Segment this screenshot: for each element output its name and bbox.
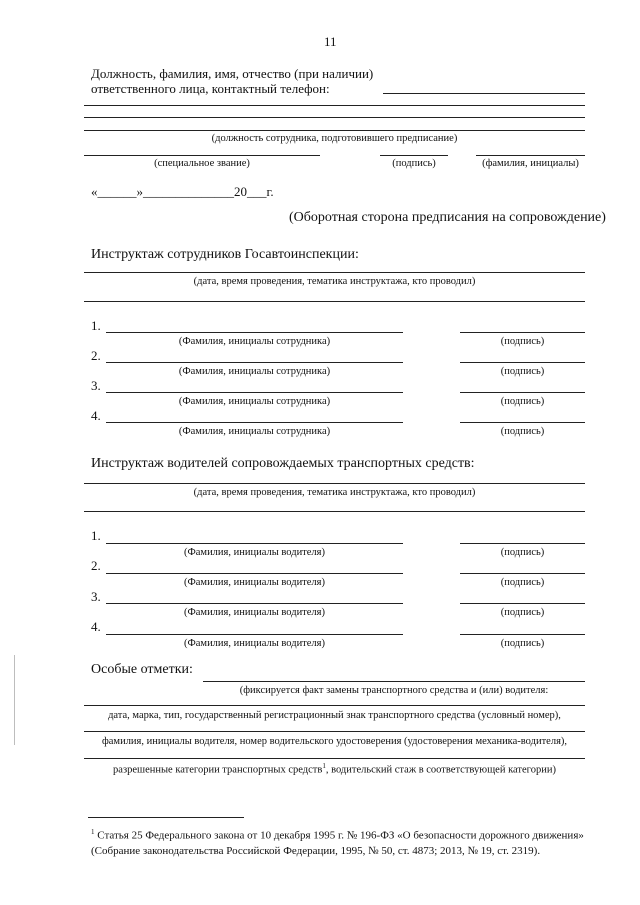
driver-signature-caption: (подпись) — [500, 547, 545, 558]
officer-signature-field[interactable] — [460, 422, 585, 423]
driver-name-field[interactable] — [106, 543, 403, 544]
special-notes-caption-4-part2: , водительский стаж в соответствующей категории) — [325, 764, 556, 776]
officer-name-caption: (Фамилия, инициалы сотрудника) — [178, 396, 331, 407]
date-line[interactable]: «______»______________20___г. — [91, 184, 274, 199]
driver-name-caption: (Фамилия, инициалы водителя) — [183, 607, 326, 618]
drivers-section-heading: Инструктаж водителей сопровождаемых транспортных средств: — [91, 456, 475, 471]
special-notes-caption-3: фамилия, инициалы водителя, номер водительского удостоверения (удостоверения механика-водителя), — [101, 736, 568, 747]
scan-artifact — [14, 655, 15, 745]
driver-signature-field[interactable] — [460, 543, 585, 544]
responsible-person-label-line1: Должность, фамилия, имя, отчество (при наличии) — [91, 66, 374, 81]
driver-signature-field[interactable] — [460, 634, 585, 635]
officer-name-caption: (Фамилия, инициалы сотрудника) — [178, 366, 331, 377]
officers-date-field-line2[interactable] — [84, 301, 585, 302]
officer-name-caption: (Фамилия, инициалы сотрудника) — [178, 336, 331, 347]
officer-signature-caption: (подпись) — [500, 396, 545, 407]
officer-signature-field[interactable] — [460, 332, 585, 333]
driver-name-caption: (Фамилия, инициалы водителя) — [183, 547, 326, 558]
special-notes-caption-1: (фиксируется факт замены транспортного средства и (или) водителя: — [239, 685, 549, 696]
special-notes-field-line4[interactable] — [84, 758, 585, 759]
special-notes-field-line2[interactable] — [84, 705, 585, 706]
name-caption: (фамилия, инициалы) — [482, 158, 579, 169]
officer-signature-caption: (подпись) — [500, 336, 545, 347]
position-field[interactable] — [84, 130, 585, 131]
footnote-separator — [88, 817, 244, 818]
responsible-person-field-line3[interactable] — [84, 117, 585, 118]
special-notes-caption-4-part1: разрешенные категории транспортных средств — [113, 764, 323, 776]
driver-signature-caption: (подпись) — [500, 638, 545, 649]
footnote-reference[interactable]: 1 — [322, 762, 326, 770]
special-notes-caption-2: дата, марка, тип, государственный регистрационный знак транспортного средства (условный номер), — [108, 710, 561, 721]
reverse-side-title: (Оборотная сторона предписания на сопровождение) — [289, 210, 606, 225]
footnote-text: Статья 25 Федерального закона от 10 декабря 1995 г. № 196-ФЗ «О безопасности дорожного движения» (Собрание законодательства Российской Федерации, 1995, № 50, ст. 4873; 2013, № 19, ст. 2319). — [91, 829, 584, 857]
officer-row-number: 1. — [91, 318, 101, 333]
special-notes-heading: Особые отметки: — [91, 662, 193, 677]
driver-row-number: 3. — [91, 589, 101, 604]
officer-name-field[interactable] — [106, 332, 403, 333]
rank-field[interactable] — [84, 155, 320, 156]
footnote — [91, 825, 611, 859]
officer-signature-caption: (подпись) — [500, 366, 545, 377]
responsible-person-label-line2: ответственного лица, контактный телефон: — [91, 81, 330, 96]
position-caption: (должность сотрудника, подготовившего предписание) — [211, 133, 458, 144]
signature-field[interactable] — [380, 155, 448, 156]
driver-signature-field[interactable] — [460, 603, 585, 604]
driver-name-field[interactable] — [106, 634, 403, 635]
officers-date-caption: (дата, время проведения, тематика инструктажа, кто проводил) — [193, 276, 476, 287]
officer-signature-caption: (подпись) — [500, 426, 545, 437]
officer-name-field[interactable] — [106, 422, 403, 423]
driver-signature-caption: (подпись) — [500, 577, 545, 588]
page-number: 11 — [324, 34, 337, 49]
rank-caption: (специальное звание) — [154, 158, 250, 169]
special-notes-caption-4 — [84, 762, 585, 776]
officer-row-number: 4. — [91, 408, 101, 423]
drivers-date-field-line2[interactable] — [84, 511, 585, 512]
officer-name-field[interactable] — [106, 362, 403, 363]
driver-row-number: 2. — [91, 558, 101, 573]
drivers-date-caption: (дата, время проведения, тематика инструктажа, кто проводил) — [193, 487, 476, 498]
footnote-body — [91, 825, 611, 859]
special-notes-field[interactable] — [203, 681, 585, 682]
officer-row-number: 3. — [91, 378, 101, 393]
officers-date-field[interactable] — [84, 272, 585, 273]
driver-name-caption: (Фамилия, инициалы водителя) — [183, 638, 326, 649]
officer-name-field[interactable] — [106, 392, 403, 393]
driver-name-caption: (Фамилия, инициалы водителя) — [183, 577, 326, 588]
driver-row-number: 4. — [91, 619, 101, 634]
special-notes-field-line3[interactable] — [84, 731, 585, 732]
officer-name-caption: (Фамилия, инициалы сотрудника) — [178, 426, 331, 437]
responsible-person-field-line2[interactable] — [84, 105, 585, 106]
name-field[interactable] — [476, 155, 585, 156]
officers-section-heading: Инструктаж сотрудников Госавтоинспекции: — [91, 247, 359, 262]
driver-row-number: 1. — [91, 528, 101, 543]
officer-signature-field[interactable] — [460, 362, 585, 363]
officer-signature-field[interactable] — [460, 392, 585, 393]
signature-caption: (подпись) — [392, 158, 436, 169]
driver-signature-field[interactable] — [460, 573, 585, 574]
driver-name-field[interactable] — [106, 603, 403, 604]
driver-name-field[interactable] — [106, 573, 403, 574]
responsible-person-field[interactable] — [383, 93, 585, 94]
drivers-date-field[interactable] — [84, 483, 585, 484]
officer-row-number: 2. — [91, 348, 101, 363]
footnote-marker: 1 — [91, 828, 95, 836]
driver-signature-caption: (подпись) — [500, 607, 545, 618]
